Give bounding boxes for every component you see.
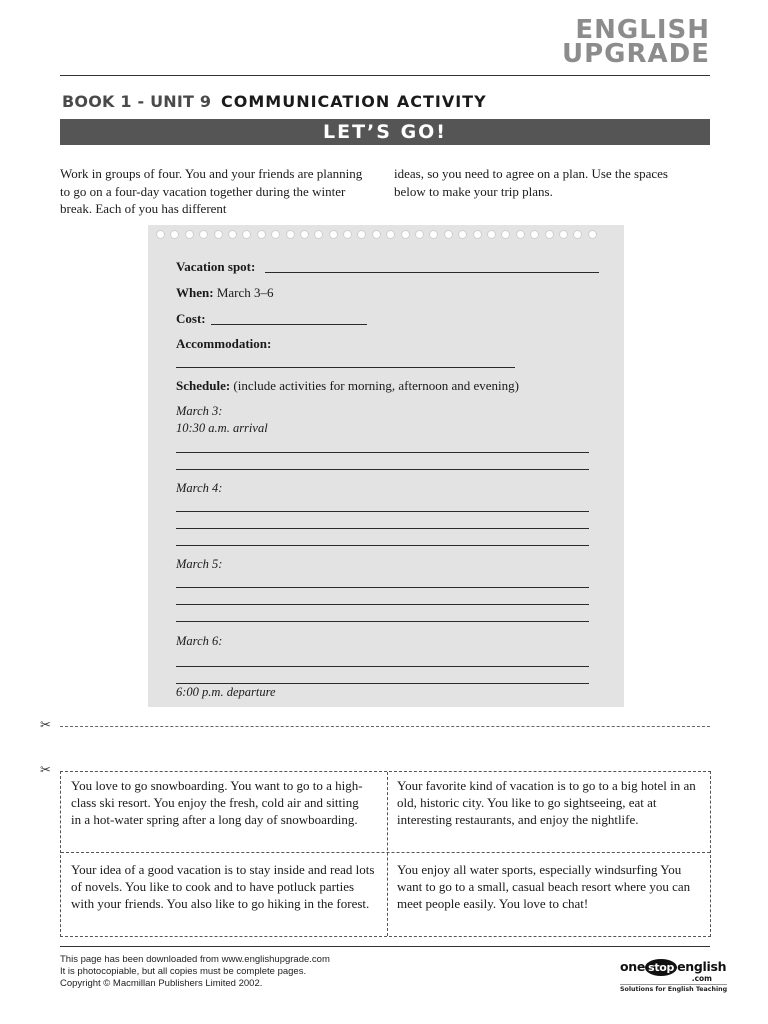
binding-hole	[257, 230, 266, 239]
schedule-line[interactable]	[176, 545, 589, 546]
unit-title	[62, 92, 487, 111]
logo-english: english	[677, 959, 727, 974]
vacation-spot-label: Vacation spot:	[176, 259, 256, 274]
role-card-snowboarding: You love to go snowboarding. You want to go to a high-class ski resort. You enjoy the fresh, cold air and sitting in a hot-water spring after a long day of snowboarding.	[71, 778, 363, 827]
brand-logo-text	[562, 15, 710, 69]
cost-field[interactable]	[211, 324, 367, 325]
accommodation-label: Accommodation:	[176, 336, 272, 351]
schedule-line[interactable]	[176, 469, 589, 470]
brand-line-2: UPGRADE	[562, 39, 710, 69]
binding-hole	[516, 230, 525, 239]
day-label-march-5: March 5:	[176, 557, 223, 571]
logo-one: one	[620, 959, 646, 974]
bottom-divider	[60, 946, 710, 947]
activity-label: COMMUNICATION ACTIVITY	[221, 92, 487, 111]
binding-hole	[573, 230, 582, 239]
unit-label: BOOK 1 - UNIT 9	[62, 92, 212, 111]
intro-text-left: Work in groups of four. You and your friends are planning to go on a four-day vacation together during the winter break. Each of you has different	[60, 166, 363, 216]
footer-line-2: It is photocopiable, but all copies must be complete pages.	[60, 966, 307, 977]
vacation-spot-field[interactable]	[265, 272, 599, 273]
binding-hole	[458, 230, 467, 239]
binding-hole	[588, 230, 597, 239]
schedule-label: Schedule:	[176, 378, 231, 393]
binding-hole	[429, 230, 438, 239]
binding-hole	[545, 230, 554, 239]
binding-hole	[214, 230, 223, 239]
binding-hole	[530, 230, 539, 239]
role-cards-grid	[60, 771, 711, 937]
binding-hole	[501, 230, 510, 239]
cut-line	[60, 726, 710, 727]
cost-label: Cost:	[176, 311, 206, 326]
schedule-line[interactable]	[176, 528, 589, 529]
binding-hole	[357, 230, 366, 239]
binding-hole	[170, 230, 179, 239]
logo-com: .com	[691, 974, 712, 983]
schedule-note: (include activities for morning, afternoon and evening)	[233, 378, 519, 393]
schedule-line[interactable]	[176, 604, 589, 605]
logo-stop: stop	[645, 959, 677, 976]
footer-line-3: Copyright © Macmillan Publishers Limited 2002.	[60, 978, 263, 989]
card-divider-vertical	[387, 772, 388, 936]
binding-hole	[314, 230, 323, 239]
page-title-banner: LET’S GO!	[60, 119, 710, 145]
binding-hole	[199, 230, 208, 239]
notepad-binding-holes	[156, 230, 616, 242]
binding-hole	[228, 230, 237, 239]
accommodation-field[interactable]	[176, 367, 515, 368]
schedule-line[interactable]	[176, 452, 589, 453]
brand-line-1: ENGLISH	[575, 15, 710, 45]
logo-tagline: Solutions for English Teaching	[620, 986, 728, 993]
footer-text	[60, 954, 330, 990]
binding-hole	[271, 230, 280, 239]
when-row	[176, 285, 274, 301]
binding-hole	[401, 230, 410, 239]
departure-time: 6:00 p.m. departure	[176, 685, 276, 699]
scissors-icon: ✂	[40, 763, 51, 778]
vacation-spot-row	[176, 259, 255, 275]
cost-row	[176, 311, 206, 327]
top-divider	[60, 75, 710, 76]
card-divider-horizontal	[61, 852, 710, 853]
footer-line-1: This page has been downloaded from www.englishupgrade.com	[60, 954, 330, 965]
binding-hole	[372, 230, 381, 239]
binding-hole	[343, 230, 352, 239]
binding-hole	[444, 230, 453, 239]
day-label-march-3: March 3:	[176, 404, 223, 418]
binding-hole	[487, 230, 496, 239]
binding-hole	[329, 230, 338, 239]
binding-hole	[185, 230, 194, 239]
binding-hole	[386, 230, 395, 239]
binding-hole	[559, 230, 568, 239]
schedule-line[interactable]	[176, 683, 589, 684]
schedule-row	[176, 378, 519, 394]
arrival-time: 10:30 a.m. arrival	[176, 421, 268, 435]
role-card-stay-inside: Your idea of a good vacation is to stay inside and read lots of novels. You like to cook and to have potluck parties with your friends. You also like to go hiking in the forest.	[71, 862, 375, 911]
schedule-line[interactable]	[176, 666, 589, 667]
onestopenglish-logo	[620, 957, 728, 993]
day-label-march-6: March 6:	[176, 634, 223, 648]
day-label-march-4: March 4:	[176, 481, 223, 495]
accommodation-row	[176, 336, 271, 352]
role-card-water-sports: You enjoy all water sports, especially windsurfing You want to go to a small, casual beach resort where you can meet people easily. You love to chat!	[397, 862, 691, 911]
scissors-icon: ✂	[40, 718, 51, 733]
role-card-historic-city: Your favorite kind of vacation is to go to a big hotel in an old, historic city. You like to go sightseeing, eat at interesting restaurants, and enjoy the nightlife.	[397, 778, 696, 827]
binding-hole	[473, 230, 482, 239]
binding-hole	[242, 230, 251, 239]
binding-hole	[156, 230, 165, 239]
when-label: When:	[176, 285, 214, 300]
binding-hole	[300, 230, 309, 239]
schedule-line[interactable]	[176, 587, 589, 588]
intro-text-right: ideas, so you need to agree on a plan. Use the spaces below to make your trip plans.	[394, 166, 668, 199]
binding-hole	[286, 230, 295, 239]
schedule-line[interactable]	[176, 621, 589, 622]
when-value: March 3–6	[216, 285, 274, 300]
schedule-line[interactable]	[176, 511, 589, 512]
binding-hole	[415, 230, 424, 239]
